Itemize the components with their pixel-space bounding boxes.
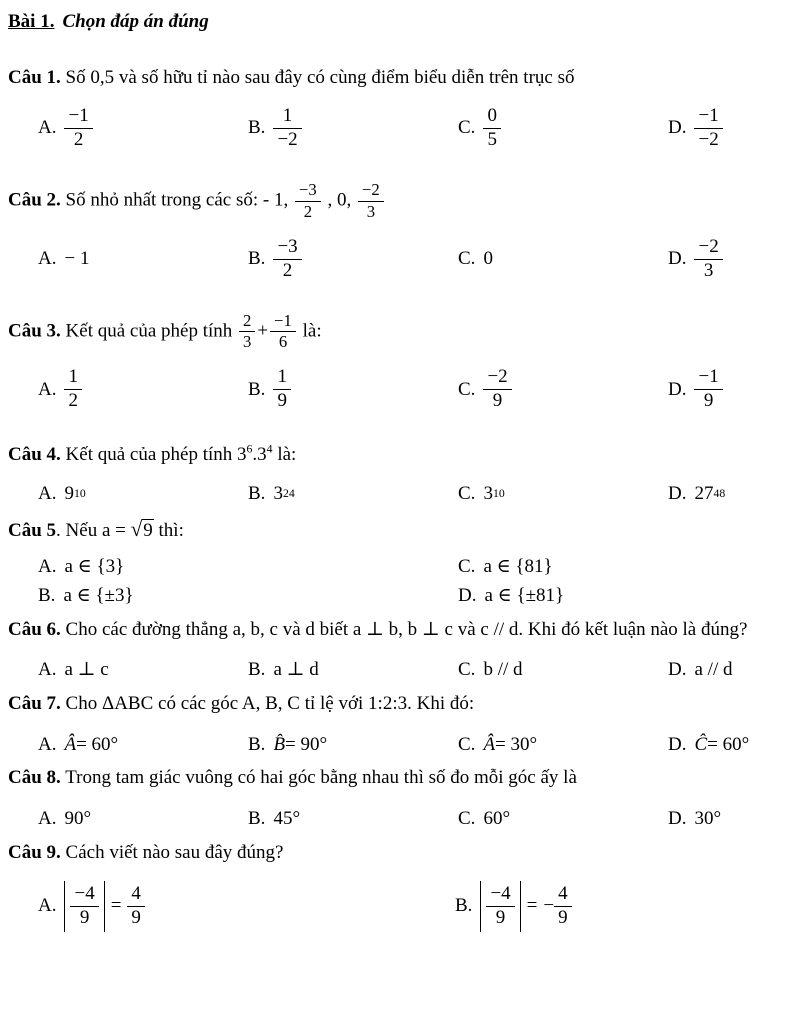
question-1-text xyxy=(8,65,779,91)
question-3-options xyxy=(8,367,779,412)
numerator: 2 xyxy=(239,312,255,332)
option-2c-letter: C. xyxy=(458,247,476,269)
option-8d xyxy=(668,807,779,832)
minus-sign: − xyxy=(543,895,555,917)
option-7b xyxy=(248,733,458,758)
question-3-text xyxy=(8,312,779,352)
fraction xyxy=(483,106,501,151)
question-9-text xyxy=(8,840,779,866)
question-7-label: Câu 7. xyxy=(8,692,61,714)
option-6a-value: a ⊥ c xyxy=(64,659,109,681)
denominator: 9 xyxy=(492,390,503,412)
numerator: −4 xyxy=(486,884,514,907)
option-8c-value: 60° xyxy=(483,807,511,829)
fraction xyxy=(127,884,145,929)
option-7d xyxy=(668,733,779,758)
question-5-body-1: . Nếu a = xyxy=(56,519,131,541)
question-5-options xyxy=(8,555,779,608)
option-8a xyxy=(38,807,248,832)
option-1a-letter: A. xyxy=(38,117,57,139)
option-8a-letter: A. xyxy=(38,807,57,829)
fraction xyxy=(694,237,722,282)
numerator: −2 xyxy=(358,181,384,201)
question-8-label: Câu 8. xyxy=(8,767,61,789)
question-5-label: Câu 5 xyxy=(8,519,57,541)
option-6b-value: a ⊥ d xyxy=(273,659,319,681)
angle-variable: Â xyxy=(483,733,496,755)
option-7c-letter: C. xyxy=(458,733,476,755)
question-4-options xyxy=(8,482,779,507)
question-9-label: Câu 9. xyxy=(8,841,61,863)
option-5b-value: a ∈ {±3} xyxy=(63,584,134,606)
option-6d xyxy=(668,658,779,683)
numerator: −3 xyxy=(295,181,321,201)
option-5d-value: a ∈ {±81} xyxy=(484,584,565,606)
fraction xyxy=(694,106,722,151)
question-3-body-2: là: xyxy=(297,319,322,341)
option-6a-letter: A. xyxy=(38,659,57,681)
option-8d-letter: D. xyxy=(668,807,687,829)
question-6-options xyxy=(8,658,779,683)
exercise-label: Bài 1. xyxy=(8,11,55,32)
option-4c-letter: C. xyxy=(458,482,476,504)
option-4b-letter: B. xyxy=(248,482,266,504)
option-1c xyxy=(458,106,668,151)
denominator: 2 xyxy=(282,259,293,281)
denominator: −2 xyxy=(698,129,719,151)
option-2a-letter: A. xyxy=(38,247,57,269)
question-1 xyxy=(8,65,779,151)
question-2-text xyxy=(8,181,779,221)
option-8b-value: 45° xyxy=(273,807,301,829)
question-2 xyxy=(8,181,779,282)
exponent: 6 xyxy=(246,442,253,456)
option-6d-value: a // d xyxy=(694,659,733,681)
option-4d-base: 27 xyxy=(694,482,714,504)
option-1c-letter: C. xyxy=(458,117,476,139)
radical-icon: √ xyxy=(130,516,143,541)
option-7a xyxy=(38,733,248,758)
option-2a-value: − 1 xyxy=(64,247,90,269)
option-9b xyxy=(455,881,779,932)
question-8-options xyxy=(8,807,779,832)
fraction xyxy=(554,884,572,929)
option-8a-value: 90° xyxy=(64,807,92,829)
option-6b xyxy=(248,658,458,683)
question-2-body-1: Số nhỏ nhất trong các số: - 1, xyxy=(60,189,293,211)
question-8 xyxy=(8,765,779,831)
option-5c xyxy=(458,555,779,580)
plus-operator: + xyxy=(257,319,269,341)
option-7b-value: = 90° xyxy=(285,733,328,755)
option-1b xyxy=(248,106,458,151)
fraction xyxy=(295,181,321,221)
denominator: 3 xyxy=(243,332,252,352)
option-3c xyxy=(458,367,668,412)
option-1b-letter: B. xyxy=(248,117,266,139)
option-5a-letter: A. xyxy=(38,556,57,578)
numerator: −1 xyxy=(64,106,92,129)
fraction xyxy=(273,106,301,151)
absolute-value xyxy=(480,881,520,932)
option-8b-letter: B. xyxy=(248,807,266,829)
denominator: 5 xyxy=(487,129,497,151)
fraction xyxy=(70,884,98,929)
option-7a-letter: A. xyxy=(38,733,57,755)
question-6-text xyxy=(8,617,779,643)
option-3c-letter: C. xyxy=(458,378,476,400)
option-5b-letter: B. xyxy=(38,584,56,606)
fraction xyxy=(486,884,514,929)
angle-variable: Â xyxy=(64,733,77,755)
option-4d-letter: D. xyxy=(668,482,687,504)
radicand: 9 xyxy=(143,519,153,541)
question-6-body: Cho các đường thẳng a, b, c và d biết a ⊥ b, b ⊥ c và c // d. Khi đó kết luận nào là đúng? xyxy=(60,618,748,640)
option-1a xyxy=(38,106,248,151)
option-7b-letter: B. xyxy=(248,733,266,755)
option-3b xyxy=(248,367,458,412)
option-8c xyxy=(458,807,668,832)
angle-variable: Ĉ xyxy=(694,733,708,755)
equals-sign: = xyxy=(526,895,538,917)
option-3b-letter: B. xyxy=(248,378,266,400)
fraction xyxy=(483,367,511,412)
question-4 xyxy=(8,442,779,506)
question-6-label: Câu 6. xyxy=(8,618,61,640)
exponent: 4 xyxy=(266,442,273,456)
option-6c-letter: C. xyxy=(458,659,476,681)
option-3d-letter: D. xyxy=(668,378,687,400)
option-4c: C. 3 10 xyxy=(458,482,668,507)
fraction xyxy=(273,367,291,412)
question-1-label: Câu 1. xyxy=(8,66,61,88)
denominator: −2 xyxy=(277,129,298,151)
option-4c-base: 3 xyxy=(483,482,493,504)
fraction xyxy=(239,312,255,352)
option-5a xyxy=(38,555,458,580)
option-6c xyxy=(458,658,668,683)
question-2-options xyxy=(8,237,779,282)
denominator: 9 xyxy=(495,907,506,929)
numerator: −1 xyxy=(270,312,296,332)
numerator: 4 xyxy=(554,884,572,907)
question-4-label: Câu 4. xyxy=(8,444,61,466)
option-8c-letter: C. xyxy=(458,807,476,829)
question-7-text xyxy=(8,691,779,717)
option-4a-base: 9 xyxy=(64,482,74,504)
question-3-label: Câu 3. xyxy=(8,319,61,341)
exercise-title: Chọn đáp án đúng xyxy=(62,11,209,32)
fraction xyxy=(270,312,296,352)
option-8d-value: 30° xyxy=(694,807,722,829)
denominator: 2 xyxy=(303,201,313,221)
question-5-body-2: thì: xyxy=(153,519,184,541)
option-2b-letter: B. xyxy=(248,247,266,269)
option-1d-letter: D. xyxy=(668,117,687,139)
question-7-body: Cho ΔABC có các góc A, B, C tỉ lệ với 1:2:3. Khi đó: xyxy=(60,692,475,714)
numerator: 1 xyxy=(273,106,301,129)
denominator: 2 xyxy=(68,390,78,412)
numerator: −1 xyxy=(694,106,722,129)
absolute-value xyxy=(64,881,104,932)
option-2a xyxy=(38,247,248,272)
question-1-options xyxy=(8,106,779,151)
denominator: 9 xyxy=(558,907,568,929)
option-4b-base: 3 xyxy=(273,482,283,504)
option-5d xyxy=(458,584,779,609)
numerator: −2 xyxy=(483,367,511,390)
option-7a-value: = 60° xyxy=(76,733,119,755)
option-5c-value: a ∈ {81} xyxy=(483,556,553,578)
option-2d xyxy=(668,237,779,282)
question-1-body: Số 0,5 và số hữu tỉ nào sau đây có cùng điểm biểu diễn trên trục số xyxy=(60,66,575,88)
option-5a-value: a ∈ {3} xyxy=(64,556,125,578)
fraction xyxy=(694,367,722,412)
fraction xyxy=(358,181,384,221)
fraction xyxy=(273,237,301,282)
question-2-label: Câu 2. xyxy=(8,189,61,211)
question-4-body-1: Kết quả của phép tính 3 xyxy=(60,444,247,466)
fraction xyxy=(64,106,92,151)
numerator: −1 xyxy=(694,367,722,390)
option-1d xyxy=(668,106,779,151)
numerator: 4 xyxy=(127,884,145,907)
numerator: 0 xyxy=(483,106,501,129)
question-9-options xyxy=(8,881,779,932)
question-7 xyxy=(8,691,779,757)
option-9a-letter: A. xyxy=(38,895,57,917)
denominator: 3 xyxy=(703,259,714,281)
question-9-body: Cách viết nào sau đây đúng? xyxy=(60,841,284,863)
denominator: 9 xyxy=(703,390,714,412)
numerator: −2 xyxy=(694,237,722,260)
exercise-heading xyxy=(8,10,779,35)
numerator: −3 xyxy=(273,237,301,260)
question-8-text xyxy=(8,765,779,791)
denominator: 6 xyxy=(278,332,288,352)
question-7-options xyxy=(8,733,779,758)
question-5-text xyxy=(8,515,779,544)
option-4d: D. 27 48 xyxy=(668,482,779,507)
option-6b-letter: B. xyxy=(248,659,266,681)
question-2-body-2: , 0, xyxy=(322,189,357,211)
option-7d-value: = 60° xyxy=(707,733,750,755)
option-9b-letter: B. xyxy=(455,895,473,917)
option-8b xyxy=(248,807,458,832)
question-3-body-1: Kết quả của phép tính xyxy=(60,319,238,341)
option-4b: B. 3 24 xyxy=(248,482,458,507)
question-4-body-3: là: xyxy=(272,444,297,466)
question-4-body-2: .3 xyxy=(252,444,267,466)
question-3 xyxy=(8,312,779,413)
question-4-text xyxy=(8,442,779,468)
option-6d-letter: D. xyxy=(668,659,687,681)
numerator: 1 xyxy=(273,367,291,390)
question-9 xyxy=(8,840,779,932)
option-5c-letter: C. xyxy=(458,556,476,578)
option-2c xyxy=(458,247,668,272)
question-6 xyxy=(8,617,779,683)
denominator: 3 xyxy=(366,201,376,221)
fraction xyxy=(64,367,82,412)
denominator: 9 xyxy=(277,390,287,412)
question-8-body: Trong tam giác vuông có hai góc bằng nhau thì số đo mỗi góc ấy là xyxy=(60,767,577,789)
denominator: 2 xyxy=(73,129,84,151)
angle-variable: B̂ xyxy=(273,733,286,755)
numerator: 1 xyxy=(64,367,82,390)
option-7c-value: = 30° xyxy=(495,733,538,755)
option-5b xyxy=(38,584,458,609)
square-root xyxy=(131,515,154,544)
option-5d-letter: D. xyxy=(458,584,477,606)
option-7c xyxy=(458,733,668,758)
option-7d-letter: D. xyxy=(668,733,687,755)
option-6a xyxy=(38,658,248,683)
option-3d xyxy=(668,367,779,412)
equals-sign: = xyxy=(110,895,122,917)
option-6c-value: b // d xyxy=(483,659,523,681)
option-2b xyxy=(248,237,458,282)
option-2d-letter: D. xyxy=(668,247,687,269)
question-5 xyxy=(8,515,779,609)
option-3a xyxy=(38,367,248,412)
option-4a: A. 9 10 xyxy=(38,482,248,507)
option-9a xyxy=(38,881,455,932)
option-2c-value: 0 xyxy=(483,247,493,269)
denominator: 9 xyxy=(79,907,90,929)
option-4a-letter: A. xyxy=(38,482,57,504)
option-3a-letter: A. xyxy=(38,378,57,400)
denominator: 9 xyxy=(131,907,141,929)
numerator: −4 xyxy=(70,884,98,907)
